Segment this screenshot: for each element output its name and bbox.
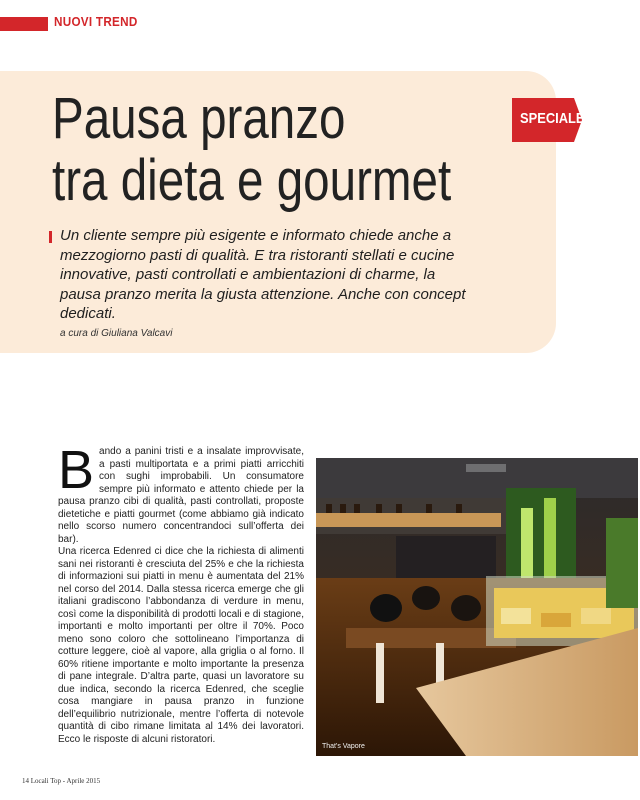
speciale-badge <box>512 98 585 142</box>
restaurant-photo-illustration <box>316 458 638 756</box>
lead-marker <box>49 231 52 243</box>
body-paragraph-2: Una ricerca Edenred ci dice che la richiesta di alimenti sani nei ristoranti è cresciuta del 25% e che la richiesta di informazioni sui piatti in menu è aumentata del 21% nel corso del 2014. Dalla stessa ricerca emerge che gli italiani gradiscono l’abbondanza di verdure in menu, così come la disponibilità di prodotti locali e di stagione, importanti e molto importanti per oltre il 70%. Poco meno sono coloro che sottolineano l’importanza di cotture leggere, cioè al vapore, alla griglia o al forno. Il 60% ritiene importante e molto importante la presenza di pane integrale. D’altra parte, quasi un lavoratore su due indica, secondo la ricerca Edenred, che sceglie cosa mangiare in pausa pranzo in funzione dell’equilibrio nutrizionale, mentre l’offerta di notevole quantità di cibo rimane limitata al 14% dei lavoratori. Ecco le risposte di alcuni ristoratori. <box>58 546 304 745</box>
drop-cap: B <box>58 440 95 500</box>
title-line-1: Pausa pranzo <box>52 86 346 151</box>
title-line-2: tra dieta e gourmet <box>52 148 452 213</box>
restaurant-photo <box>316 458 638 756</box>
section-color-bar <box>0 17 48 31</box>
lead-paragraph: Un cliente sempre più esigente e informato chiede anche a mezzogiorno pasti di qualità. E tra ristoranti stellati e cucine innovative, pasti controllati e ambientazioni di charme, la pausa pranzo merita la giusta attenzione. Anche con concept dedicati. <box>60 227 466 322</box>
photo-caption: That's Vapore <box>322 743 365 750</box>
byline: a cura di Giuliana Valcavi <box>60 328 173 339</box>
badge-label: SPECIALE <box>520 110 585 127</box>
section-label: NUOVI TREND <box>54 14 138 29</box>
page-footer: 14 Locali Top - Aprile 2015 <box>22 777 101 785</box>
article-title <box>52 88 451 212</box>
article-body <box>58 440 304 746</box>
body-paragraph-1: ando a panini tristi e a insalate improvvisate, a pasti multiportata e a primi piatti arricchiti con sughi improbabili. Un consumatore sempre più informato e attento chiede per la pausa pranzo cibi di qualità, pasti controllati, proposte dietetiche e piatti gourmet (come abbiamo già indicato nello scorso numero concentrandoci sull’offerta dei bar). <box>58 446 304 545</box>
